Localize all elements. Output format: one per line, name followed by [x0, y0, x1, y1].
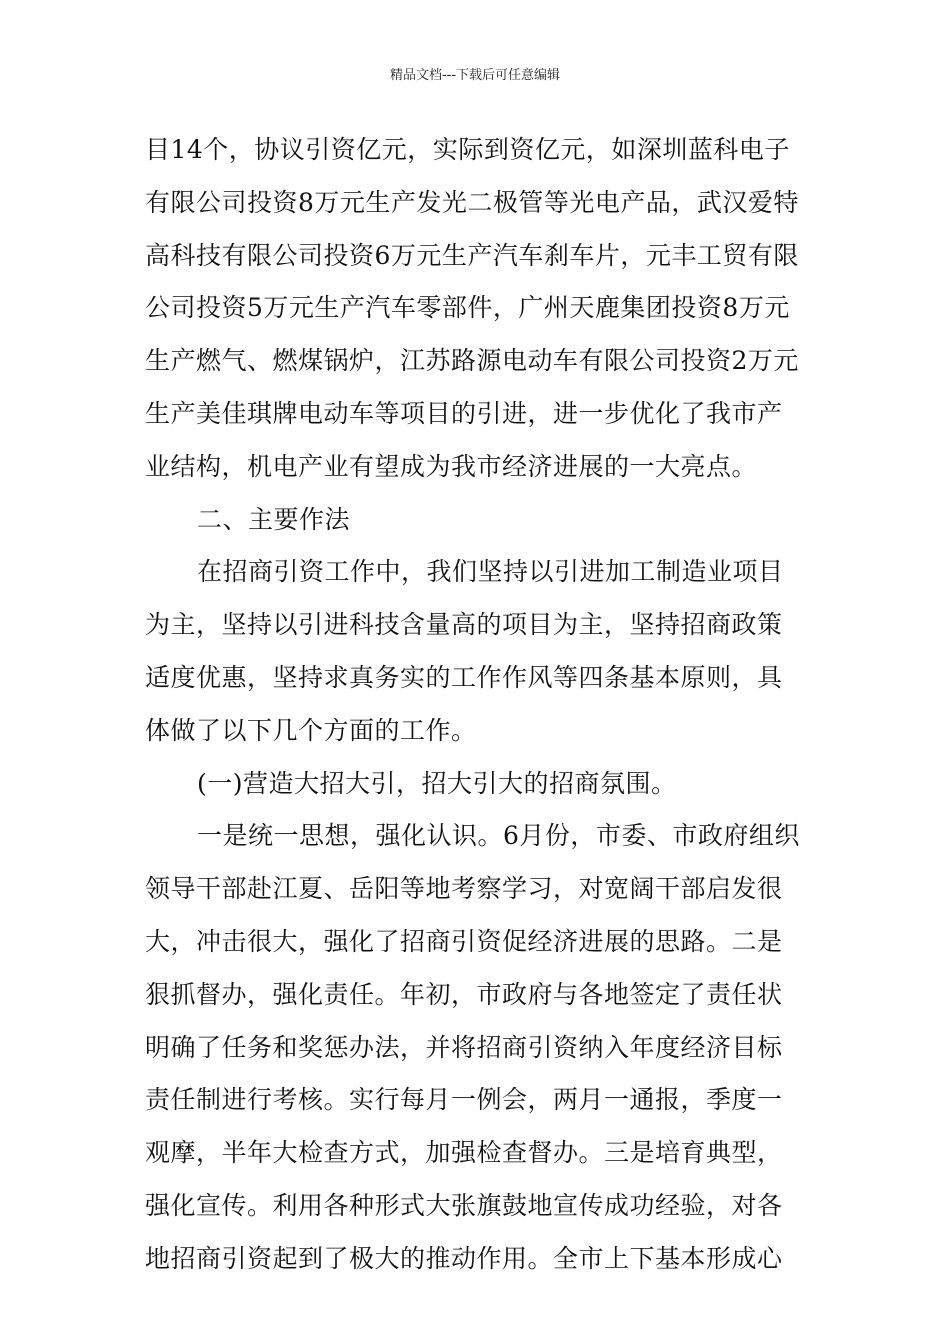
text-line: 目14个，协议引资亿元，实际到资亿元，如深圳蓝科电子 [145, 135, 790, 164]
text-line: 有限公司投资8万元生产发光二极管等光电产品，武汉爱特 [145, 187, 799, 217]
text-line: 业结构，机电产业有望成为我市经济进展的一大亮点。 [145, 451, 758, 481]
text-line: 为主，坚持以引进科技含量高的项目为主，坚持招商政策 [145, 610, 783, 640]
text-line: 在招商引资工作中，我们坚持以引进加工制造业项目 [197, 557, 784, 587]
page-header: 精品文档---下载后可任意编辑 [389, 68, 561, 83]
text-line: 责任制进行考核。实行每月一例会，两月一通报，季度一 [145, 1085, 783, 1115]
text-line: 生产燃气、燃煤锅炉，江苏路源电动车有限公司投资2万元 [145, 346, 799, 376]
text-line: 狠抓督办，强化责任。年初，市政府与各地签定了责任状 [145, 979, 783, 1009]
text-line: 强化宣传。利用各种形式大张旗鼓地宣传成功经验，对各 [145, 1190, 783, 1220]
body-text [145, 124, 810, 1286]
text-line: 观摩，半年大检查方式，加强检查督办。三是培育典型， [145, 1138, 783, 1168]
text-line: 领导干部赴江夏、岳阳等地考察学习，对宽阔干部启发很 [145, 874, 783, 904]
section-heading: 二、主要作法 [197, 504, 351, 534]
text-line: 大，冲击很大，强化了招商引资促经济进展的思路。二是 [145, 926, 783, 956]
text-line: 生产美佳琪牌电动车等项目的引进，进一步优化了我市产 [145, 398, 783, 428]
text-line: 一是统一思想，强化认识。6月份，市委、市政府组织 [197, 821, 800, 851]
text-line: 公司投资5万元生产汽车零部件，广州天鹿集团投资8万元 [145, 293, 790, 323]
text-line: 体做了以下几个方面的工作。 [145, 715, 477, 745]
text-line: 适度优惠，坚持求真务实的工作作风等四条基本原则，具 [145, 662, 783, 692]
text-line: 高科技有限公司投资6万元生产汽车刹车片，元丰工贸有限 [145, 240, 799, 270]
text-line: 地招商引资起到了极大的推动作用。全市上下基本形成心 [145, 1243, 783, 1273]
subsection-heading: (一)营造大招大引，招大引大的招商氛围。 [197, 768, 677, 798]
text-line: 明确了任务和奖惩办法，并将招商引资纳入年度经济目标 [145, 1032, 783, 1062]
